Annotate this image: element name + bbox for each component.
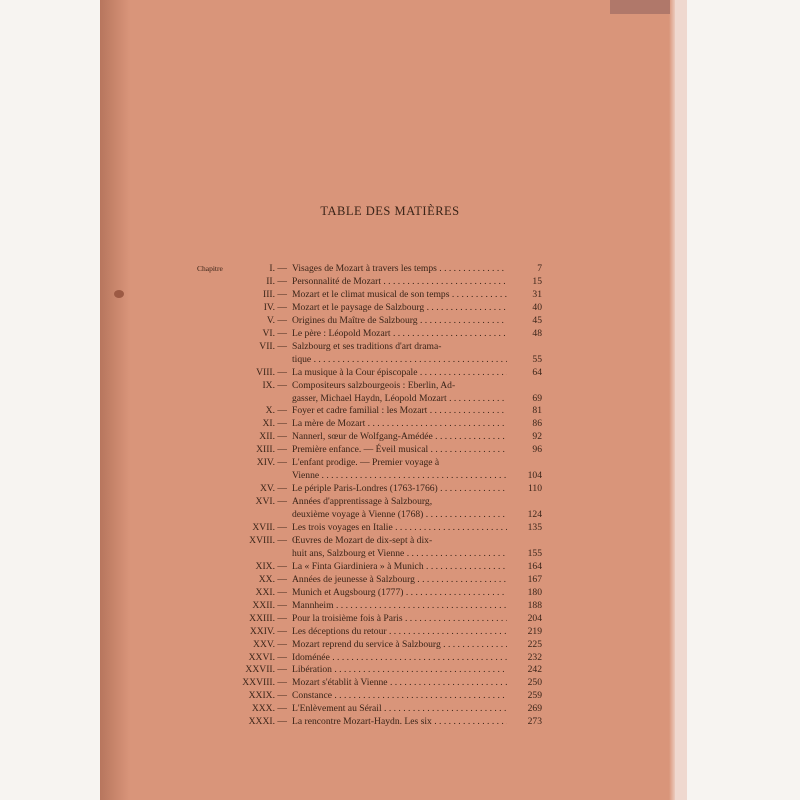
chapter-title: L'Enlèvement au Sérail . . .	[292, 702, 507, 716]
page-number: 104	[527, 470, 542, 482]
chapter-number: XVIII. —	[249, 534, 287, 546]
toc-entry	[197, 534, 542, 548]
next-page-edge	[675, 0, 687, 800]
page-number: 110	[527, 483, 542, 495]
page-number: 92	[532, 431, 542, 443]
toc-entry	[197, 430, 542, 444]
page-number: 242	[527, 664, 542, 676]
chapter-number: VII. —	[259, 340, 287, 352]
chapter-title: Mozart et le paysage de Salzbourg . . .	[292, 301, 507, 315]
toc-entry	[197, 625, 542, 639]
page-number: 7	[537, 263, 542, 274]
chapter-number: XXVI. —	[248, 651, 287, 663]
toc-entry	[197, 301, 542, 315]
page-number: 124	[527, 509, 542, 521]
toc-entry	[197, 482, 542, 496]
chapter-number: XXIV. —	[249, 625, 287, 637]
page-number: 155	[527, 547, 542, 559]
page-number: 135	[527, 522, 542, 533]
chapter-title: Nannerl, sœur de Wolfgang-Amédée . . .	[292, 430, 507, 444]
page-number: 164	[527, 560, 542, 572]
toc-entry	[197, 379, 542, 393]
toc-entry	[197, 651, 542, 665]
chapter-title: Idoménée . . .	[292, 651, 507, 665]
chapter-number: V. —	[266, 314, 287, 326]
binding-hole	[114, 290, 124, 298]
chapter-title: Origines du Maître de Salzbourg . . .	[292, 314, 507, 328]
page-number: 96	[532, 444, 542, 456]
page-number: 250	[527, 677, 542, 689]
chapter-number: XVI. —	[255, 496, 287, 508]
chapter-number: XVII. —	[252, 522, 287, 533]
chapter-title: Compositeurs salzbourgeois : Eberlin, Ad-	[292, 379, 456, 391]
chapter-title: Constance . . .	[292, 689, 507, 703]
toc-entry	[197, 715, 542, 729]
chapter-title: tique . . .	[292, 353, 507, 367]
chapter-title: Années de jeunesse à Salzbourg . . .	[292, 573, 507, 587]
chapter-title: L'enfant prodige. — Premier voyage à	[292, 457, 440, 469]
page-number: 64	[532, 366, 542, 378]
chapter-title: La rencontre Mozart-Haydn. Les six . . .	[292, 715, 507, 729]
toc-entry	[197, 275, 542, 289]
page-number: 167	[527, 573, 542, 585]
chapter-number: XIV. —	[256, 457, 287, 469]
chapter-number: XXI. —	[255, 586, 287, 598]
page-number: 86	[532, 418, 542, 430]
page-number: 48	[532, 327, 542, 339]
toc-entry	[197, 366, 542, 380]
toc-entry	[197, 689, 542, 703]
chapter-number: VIII. —	[256, 366, 287, 378]
toc-entry	[197, 702, 542, 716]
chapter-number: XXX. —	[251, 703, 287, 715]
chapter-title: Visages de Mozart à travers les temps . . .	[292, 262, 507, 276]
toc-entry	[197, 314, 542, 328]
chapter-number: XX. —	[258, 573, 287, 585]
page-number: 45	[532, 314, 542, 326]
chapter-title: huit ans, Salzbourg et Vienne . . .	[292, 547, 507, 561]
toc-entry	[197, 404, 542, 418]
toc-entry	[197, 547, 542, 561]
toc-entry	[197, 417, 542, 431]
chapter-number: IV. —	[263, 301, 287, 313]
toc-entry	[197, 508, 542, 522]
chapter-title: Munich et Augsbourg (1777) . . .	[292, 586, 507, 600]
chapter-number: XI. —	[262, 418, 287, 430]
chapter-title: Œuvres de Mozart de dix-sept à dix-	[292, 534, 433, 546]
page-number: 232	[527, 651, 542, 663]
toc-entry	[197, 521, 542, 535]
toc-entry	[197, 495, 542, 509]
toc-entry	[197, 353, 542, 367]
chapter-number: XXXI. —	[248, 716, 287, 728]
chapter-title: Années d'apprentissage à Salzbourg,	[292, 496, 433, 508]
page-number: 204	[527, 612, 542, 624]
toc-entry	[197, 262, 542, 276]
chapter-title: Les trois voyages en Italie . . .	[292, 521, 507, 535]
toc-entry	[197, 586, 542, 600]
chapter-number: XIII. —	[256, 444, 287, 456]
toc-entry	[197, 573, 542, 587]
chapter-number: III. —	[263, 288, 287, 300]
chapter-title: La musique à la Cour épiscopale . . .	[292, 366, 507, 380]
toc-entry	[197, 560, 542, 574]
chapter-title: deuxième voyage à Vienne (1768) . . .	[292, 508, 507, 522]
chapter-number: IX. —	[262, 379, 287, 391]
chapter-number: XXII. —	[252, 599, 287, 611]
toc-entry	[197, 638, 542, 652]
chapter-number: XXIX. —	[248, 690, 287, 702]
page-number: 31	[532, 288, 542, 300]
page-number: 273	[527, 716, 542, 728]
chapter-title: Pour la troisième fois à Paris . . .	[292, 612, 507, 626]
chapter-number: XIX. —	[255, 560, 287, 572]
chapter-number: XXVIII. —	[242, 677, 287, 689]
toc-entry	[197, 599, 542, 613]
chapter-number: XXIII. —	[249, 612, 287, 624]
page-number: 40	[532, 301, 542, 313]
toc-entry	[197, 327, 542, 341]
chapter-title: Le père : Léopold Mozart . . .	[292, 327, 507, 341]
chapter-title: Les déceptions du retour . . .	[292, 625, 507, 639]
toc-entry	[197, 456, 542, 470]
chapter-number: XXVII. —	[245, 664, 287, 676]
chapter-title: gasser, Michael Haydn, Léopold Mozart . . .	[292, 392, 507, 406]
page-number: 180	[527, 586, 542, 598]
page-number: 15	[532, 275, 542, 287]
toc-entry	[197, 443, 542, 457]
toc-entry	[197, 469, 542, 483]
chapter-number: XV. —	[259, 483, 287, 495]
page-number: 259	[527, 690, 542, 702]
page-number: 225	[527, 638, 542, 650]
chapter-title: Foyer et cadre familial : les Mozart . . .	[292, 404, 507, 418]
chapter-number: II. —	[266, 275, 287, 287]
toc-entry	[197, 612, 542, 626]
chapter-number: I. —	[269, 263, 287, 274]
chapter-title: Mannheim . . .	[292, 599, 507, 613]
page-heading: TABLE DES MATIÈRES	[320, 204, 460, 218]
chapter-label: Chapitre	[197, 264, 223, 273]
chapter-number: XII. —	[259, 431, 287, 443]
chapter-number: VI. —	[262, 327, 287, 339]
chapter-title: Salzbourg et ses traditions d'art drama-	[292, 340, 442, 352]
toc-entry	[197, 340, 542, 354]
toc-entry	[197, 663, 542, 677]
page-number: 81	[532, 405, 542, 417]
page-number: 219	[527, 625, 542, 637]
page-number: 188	[527, 599, 542, 611]
page-top-tab	[610, 0, 670, 14]
chapter-title: Libération . . .	[292, 663, 507, 677]
chapter-title: Le périple Paris-Londres (1763-1766) . . .	[292, 482, 507, 496]
chapter-title: La « Finta Giardiniera » à Munich . . .	[292, 560, 507, 574]
chapter-title: La mère de Mozart . . .	[292, 417, 507, 431]
chapter-title: Mozart s'établit à Vienne . . .	[292, 676, 507, 690]
chapter-title: Vienne . . .	[292, 469, 507, 483]
chapter-title: Personnalité de Mozart . . .	[292, 275, 507, 289]
chapter-title: Mozart reprend du service à Salzbourg . . .	[292, 638, 507, 652]
page-gutter-shadow	[100, 0, 130, 800]
toc-entry	[197, 288, 542, 302]
page-number: 55	[532, 353, 542, 365]
page-number: 269	[527, 703, 542, 715]
chapter-title: Première enfance. — Éveil musical . . .	[292, 443, 507, 457]
chapter-number: X. —	[265, 405, 287, 417]
toc-entry	[197, 676, 542, 690]
chapter-title: Mozart et le climat musical de son temps . . .	[292, 288, 507, 302]
page-number: 69	[532, 392, 542, 404]
toc-entry	[197, 392, 542, 406]
chapter-number: XXV. —	[253, 638, 287, 650]
